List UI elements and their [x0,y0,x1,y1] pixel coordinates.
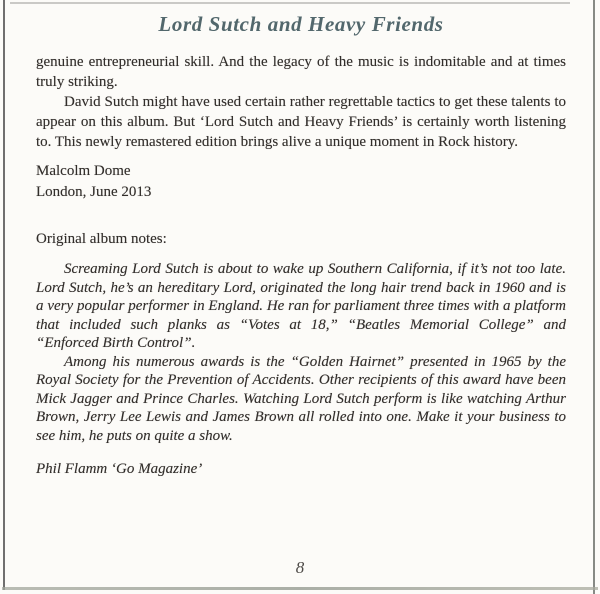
paragraph-david-sutch: David Sutch might have used certain rather regrettable tactics to get these talents to appear on this album. But ‘Lord Sutch and Heavy Friends’ is certainly worth listening to. This newly remastered edition brings alive a unique moment in Rock history. [36,94,566,150]
author-place-date: London, June 2013 [36,184,152,200]
page-content [36,12,566,478]
author-name: Malcolm Dome [36,163,131,179]
scan-edge-right [593,0,595,594]
quote-paragraph-2: Among his numerous awards is the “Golden Hairnet” presented in 1965 by the Royal Society for the Prevention of Accidents. Other recipients of this award have been Mick Jagger and Prince Charles. Watching Lord Sutch perform is like watching Arthur Brown, Jerry Lee Lewis and James Brown all rolled into one. Make it your business to see him, he puts on quite a show. [36,353,566,444]
section-label-original-notes: Original album notes: [36,231,167,247]
scan-edge-left [3,0,5,590]
byline [36,161,566,203]
quote-paragraph-1: Screaming Lord Sutch is about to wake up Southern California, if it’s not too late. Lord Sutch, he’s an hereditary Lord, originated the long hair trend back in 1960 and is a very popular performer in England. He ran for parliament three times with a platform that included such planks as “Votes at 18,” “Beatles Memorial College” and “Enforced Birth Control”. [36,261,566,351]
scan-edge-bottom [2,587,598,590]
quote-credit: Phil Flamm ‘Go Magazine’ [36,461,203,477]
page-number: 8 [295,558,305,577]
paragraph-continuation: genuine entrepreneurial skill. And the legacy of the music is indomitable and at times truly striking. [36,54,566,90]
scan-edge-top [10,2,570,4]
page-title: Lord Sutch and Heavy Friends [158,12,444,36]
